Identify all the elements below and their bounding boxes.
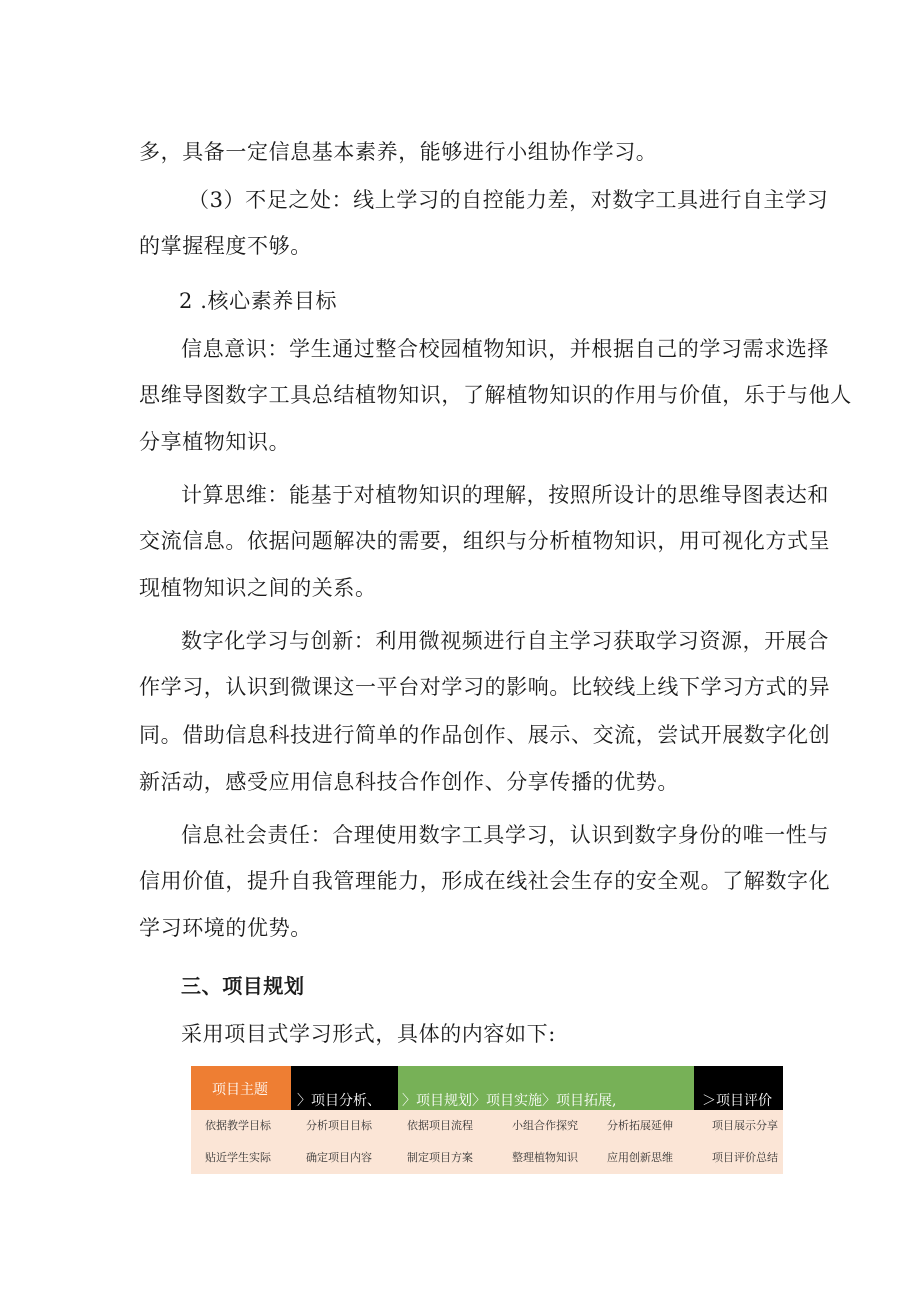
paragraph-line: （3）不足之处：线上学习的自控能力差，对数字工具进行自主学习: [188, 188, 829, 212]
header-label: ＞项目评价: [702, 1093, 772, 1109]
paragraph-line: 信息社会责任：合理使用数字工具学习，认识到数字身份的唯一性与: [181, 823, 829, 847]
paragraph-line: 同。借助信息科技进行简单的作品创作、展示、交流，尝试开展数字化创: [139, 723, 831, 747]
table-header-theme: [191, 1066, 291, 1110]
header-label: 〉项目分析、: [297, 1093, 381, 1109]
table-cell: 整理植物知识: [512, 1151, 578, 1164]
table-row: [191, 1110, 783, 1142]
paragraph-line: 现植物知识之间的关系。: [139, 576, 377, 600]
paragraph-line: 计算思维：能基于对植物知识的理解，按照所设计的思维导图表达和: [181, 483, 829, 507]
table-cell: 项目展示分享: [712, 1119, 778, 1132]
paragraph-line: 作学习，认识到微课这一平台对学习的影响。比较线上线下学习方式的异: [139, 675, 831, 699]
table-header-planning: [398, 1066, 694, 1110]
paragraph-line: 交流信息。依据问题解决的需要，组织与分析植物知识，用可视化方式呈: [139, 529, 831, 553]
section-heading: 三、项目规划: [181, 974, 305, 998]
table-cell: 确定项目内容: [306, 1151, 372, 1164]
table-header-evaluation: [694, 1066, 783, 1110]
paragraph-line: 信息意识：学生通过整合校园植物知识，并根据自己的学习需求选择: [181, 337, 829, 361]
paragraph-line: 分享植物知识。: [139, 430, 291, 454]
table-cell: 贴近学生实际: [205, 1151, 271, 1164]
paragraph-line: 新活动，感受应用信息科技合作创作、分享传播的优势。: [139, 770, 679, 794]
header-label: 〉项目规划〉项目实施〉项目拓展,: [402, 1093, 617, 1109]
table-cell: 小组合作探究: [512, 1119, 578, 1132]
table-cell: 分析项目目标: [306, 1119, 372, 1132]
header-label: 项目主题: [212, 1082, 268, 1098]
paragraph-line: 采用项目式学习形式，具体的内容如下:: [181, 1022, 556, 1046]
paragraph-line: 的掌握程度不够。: [139, 234, 312, 258]
table-cell: 应用创新思维: [607, 1151, 673, 1164]
table-cell: 项目评价总结: [712, 1151, 778, 1164]
table-cell: 分析拓展延伸: [607, 1119, 673, 1132]
section-subheading: 2 .核心素养目标: [179, 289, 338, 313]
table-cell: 依据教学目标: [205, 1119, 271, 1132]
paragraph-line: 思维导图数字工具总结植物知识，了解植物知识的作用与价值，乐于与他人: [139, 383, 852, 407]
table-cell: 制定项目方案: [407, 1151, 473, 1164]
paragraph-line: 多，具备一定信息基本素养，能够进行小组协作学习。: [139, 140, 658, 164]
paragraph-line: 信用价值，提升自我管理能力，形成在线社会生存的安全观。了解数字化: [139, 869, 831, 893]
table-header-analysis: [291, 1066, 398, 1110]
table-cell: 依据项目流程: [407, 1119, 473, 1132]
table-row: [191, 1142, 783, 1174]
paragraph-line: 数字化学习与创新：利用微视频进行自主学习获取学习资源，开展合: [181, 629, 829, 653]
paragraph-line: 学习环境的优势。: [139, 916, 312, 940]
project-plan-table: [191, 1066, 783, 1174]
